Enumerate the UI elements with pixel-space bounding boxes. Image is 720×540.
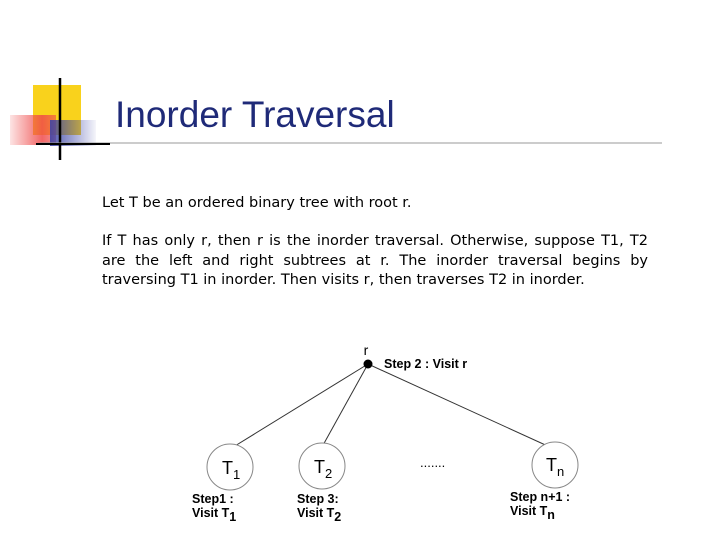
edge-root-t1	[230, 364, 368, 449]
ellipsis: .......	[420, 455, 446, 470]
root-node	[364, 360, 373, 369]
edge-root-t2	[322, 364, 368, 447]
subtree-visit-t1: Visit T1	[192, 506, 237, 524]
subtree-step-t1: Step1 :	[192, 492, 234, 506]
subtree-label-t1: $T_1$	[222, 458, 241, 482]
root-label: r	[363, 342, 369, 358]
deco-red-bar	[10, 115, 56, 145]
root-step-label: Step 2 : Visit r	[384, 357, 468, 371]
deco-blue-bar	[50, 120, 96, 146]
paragraph-description: If T has only r, then r is the inorder traversal. Otherwise, suppose T1, T2 are the left and right subtrees at r. The inorder traversal begins by traversing T1 in inorder. Then visits r, then traverses T2 in inorder.	[102, 233, 648, 288]
paragraph-definition: Let T be an ordered binary tree with root r.	[102, 195, 412, 211]
subtree-label-tn: $T_n$	[546, 455, 565, 479]
subtree-visit-tn: Visit Tn	[510, 504, 555, 522]
subtree-step-tn: Step n+1 :	[510, 490, 571, 504]
page-title: Inorder Traversal	[115, 94, 395, 135]
edge-root-tn	[368, 364, 552, 448]
subtree-label-t2: $T_2$	[314, 457, 333, 481]
tree-diagram	[0, 330, 720, 540]
subtree-step-t2: Step 3:	[297, 492, 339, 506]
subtree-visit-t2: Visit T2	[297, 506, 342, 524]
